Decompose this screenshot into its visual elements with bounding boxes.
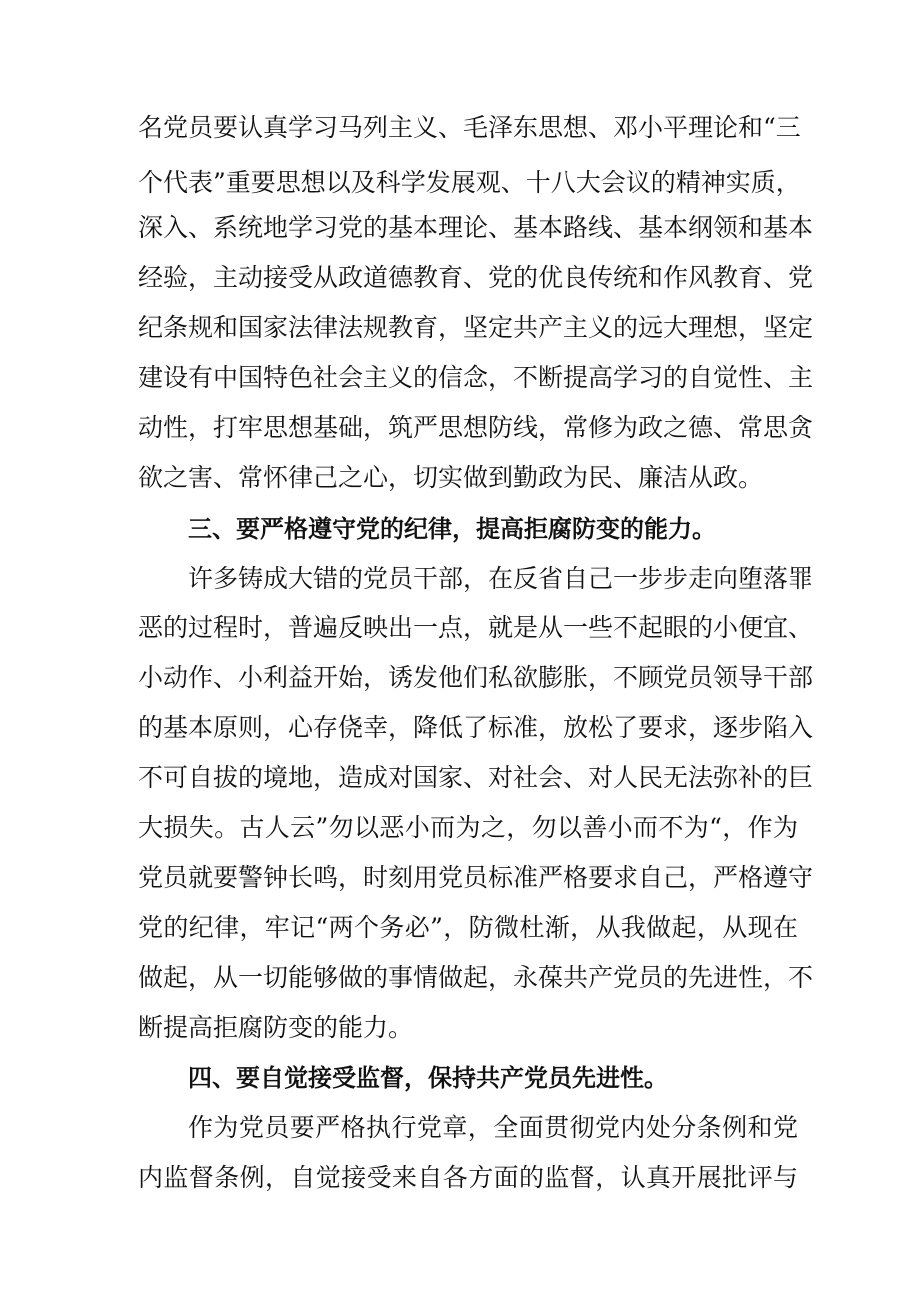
text-line: 的基本原则，心存侥幸，降低了标准，放松了要求，逐步陷入 (138, 713, 814, 742)
text-line: 动性，打牢思想基础，筑严思想防线，常修为政之德、常思贪 (138, 413, 814, 442)
text-line: 不可自拔的境地，造成对国家、对社会、对人民无法弥补的巨 (138, 763, 814, 792)
section-heading: 三、要严格遵守党的纪律，提高拒腐防变的能力。 (188, 515, 716, 543)
section-heading: 四、要自觉接受监督，保持共产党员先进性。 (188, 1064, 668, 1092)
text-line: 小动作、小利益开始，诱发他们私欲膨胀，不顾党员领导干部 (138, 663, 814, 692)
text-line: 内监督条例，自觉接受来自各方面的监督，认真开展批评与 (138, 1163, 798, 1192)
text-line: 建设有中国特色社会主义的信念，不断提高学习的自觉性、主 (138, 363, 814, 392)
text-line: 恶的过程时，普遍反映出一点，就是从一些不起眼的小便宜、 (138, 613, 814, 642)
text-line: 深入、系统地学习党的基本理论、基本路线、基本纲领和基本 (138, 213, 814, 242)
text-line: 名党员要认真学习马列主义、毛泽东思想、邓小平理论和“三 (138, 113, 801, 142)
text-line: 断提高拒腐防变的能力。 (138, 1013, 414, 1042)
text-line: 大损失。古人云”勿以恶小而为之，勿以善小而不为“，作为 (138, 813, 798, 842)
text-line: 欲之害、常怀律己之心，切实做到勤政为民、廉洁从政。 (138, 463, 764, 492)
text-line: 个代表”重要思想以及科学发展观、十八大会议的精神实质， (138, 168, 801, 197)
text-line: 许多铸成大错的党员干部，在反省自己一步步走向堕落罪 (188, 564, 814, 593)
text-line: 党的纪律，牢记“两个务必”，防微杜渐，从我做起，从现在 (138, 913, 798, 942)
text-line: 经验，主动接受从政道德教育、党的优良传统和作风教育、党 (138, 263, 814, 292)
text-line: 党员就要警钟长鸣，时刻用党员标准严格要求自己，严格遵守 (138, 863, 814, 892)
text-line: 做起，从一切能够做的事情做起，永葆共产党员的先进性，不 (138, 963, 814, 992)
text-line: 纪条规和国家法律法规教育，坚定共产主义的远大理想，坚定 (138, 313, 814, 342)
text-line: 作为党员要严格执行党章，全面贯彻党内处分条例和党 (188, 1113, 798, 1142)
